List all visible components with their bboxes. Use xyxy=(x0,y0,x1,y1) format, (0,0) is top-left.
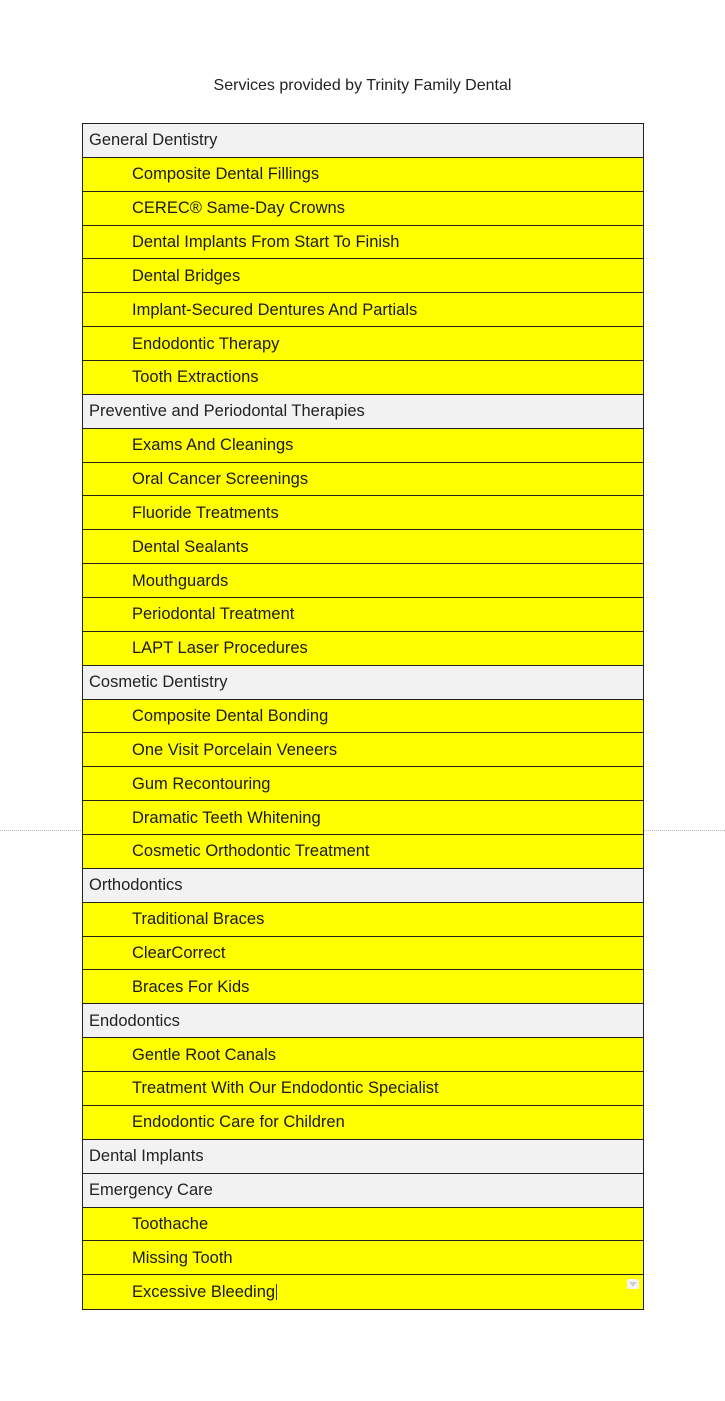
service-row[interactable] xyxy=(83,903,643,937)
service-row[interactable] xyxy=(83,598,643,632)
service-row[interactable] xyxy=(83,158,643,192)
service-label: Exams And Cleanings xyxy=(132,436,294,455)
category-row[interactable] xyxy=(83,666,643,700)
service-label: Excessive Bleeding xyxy=(132,1283,276,1302)
category-label: Cosmetic Dentistry xyxy=(89,673,228,692)
category-label: Emergency Care xyxy=(89,1181,213,1200)
service-label: Dental Sealants xyxy=(132,537,249,556)
service-label: Endodontic Care for Children xyxy=(132,1113,345,1132)
service-row[interactable] xyxy=(83,192,643,226)
service-label: Toothache xyxy=(132,1214,209,1233)
service-label: Implant-Secured Dentures And Partials xyxy=(132,300,418,319)
category-label: Endodontics xyxy=(89,1011,180,1030)
service-label: Composite Dental Fillings xyxy=(132,165,320,184)
service-row[interactable] xyxy=(83,835,643,869)
service-label: Gentle Root Canals xyxy=(132,1045,276,1064)
service-label: One Visit Porcelain Veneers xyxy=(132,740,338,759)
service-row[interactable] xyxy=(83,801,643,835)
service-label: Fluoride Treatments xyxy=(132,503,279,522)
service-label: Cosmetic Orthodontic Treatment xyxy=(132,842,370,861)
service-label: Dental Bridges xyxy=(132,266,241,285)
service-row[interactable] xyxy=(83,463,643,497)
service-label: CEREC® Same-Day Crowns xyxy=(132,199,345,218)
service-row[interactable] xyxy=(83,530,643,564)
service-row[interactable] xyxy=(83,1038,643,1072)
category-label: Dental Implants xyxy=(89,1147,204,1166)
service-row[interactable] xyxy=(83,564,643,598)
service-row[interactable] xyxy=(83,970,643,1004)
service-row[interactable] xyxy=(83,1275,643,1309)
category-row[interactable] xyxy=(83,124,643,158)
service-row[interactable] xyxy=(83,733,643,767)
service-row[interactable] xyxy=(83,1106,643,1140)
service-row[interactable] xyxy=(83,429,643,463)
category-row[interactable] xyxy=(83,1004,643,1038)
service-row[interactable] xyxy=(83,1241,643,1275)
service-label: Oral Cancer Screenings xyxy=(132,470,309,489)
service-label: Mouthguards xyxy=(132,571,229,590)
service-label: Traditional Braces xyxy=(132,910,265,929)
service-row[interactable] xyxy=(83,1208,643,1242)
service-label: Tooth Extractions xyxy=(132,368,259,387)
service-row[interactable] xyxy=(83,361,643,395)
category-row[interactable] xyxy=(83,395,643,429)
category-row[interactable] xyxy=(83,869,643,903)
service-row[interactable] xyxy=(83,496,643,530)
category-label: Orthodontics xyxy=(89,876,183,895)
service-row[interactable] xyxy=(83,937,643,971)
service-row[interactable] xyxy=(83,700,643,734)
services-table xyxy=(82,123,644,1310)
service-label: Dramatic Teeth Whitening xyxy=(132,808,321,827)
service-row[interactable] xyxy=(83,226,643,260)
service-row[interactable] xyxy=(83,259,643,293)
service-label: Composite Dental Bonding xyxy=(132,707,329,726)
service-label: LAPT Laser Procedures xyxy=(132,639,308,658)
service-label: Braces For Kids xyxy=(132,977,250,996)
service-label: ClearCorrect xyxy=(132,944,226,963)
category-row[interactable] xyxy=(83,1174,643,1208)
chevron-down-icon[interactable] xyxy=(627,1279,639,1289)
service-label: Treatment With Our Endodontic Specialist xyxy=(132,1079,439,1098)
category-label: Preventive and Periodontal Therapies xyxy=(89,402,365,421)
category-row[interactable] xyxy=(83,1140,643,1174)
service-row[interactable] xyxy=(83,327,643,361)
service-row[interactable] xyxy=(83,767,643,801)
service-row[interactable] xyxy=(83,632,643,666)
service-label: Periodontal Treatment xyxy=(132,605,295,624)
service-row[interactable] xyxy=(83,1072,643,1106)
service-label: Endodontic Therapy xyxy=(132,334,280,353)
service-label: Dental Implants From Start To Finish xyxy=(132,233,400,251)
text-cursor xyxy=(276,1284,277,1300)
page-title: Services provided by Trinity Family Dental xyxy=(213,77,512,94)
category-label: General Dentistry xyxy=(89,131,218,150)
service-label: Missing Tooth xyxy=(132,1248,233,1267)
service-row[interactable] xyxy=(83,293,643,327)
service-label: Gum Recontouring xyxy=(132,774,271,793)
